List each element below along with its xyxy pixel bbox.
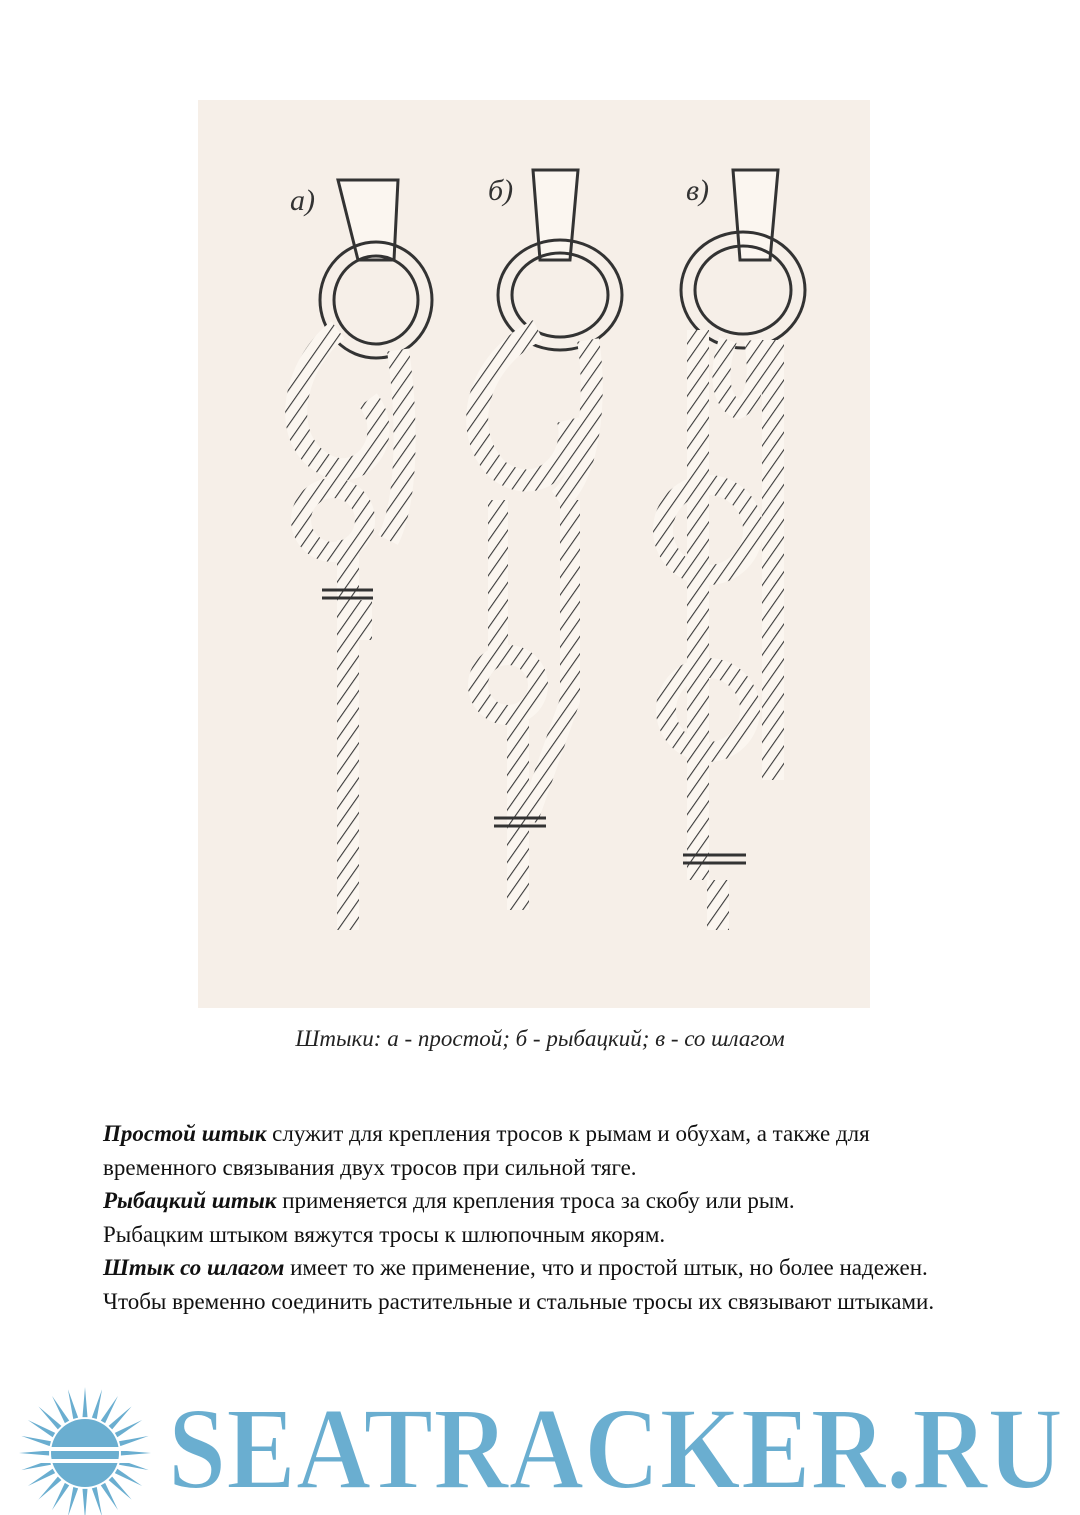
paragraph-simple-hitch [103,1117,983,1184]
paragraph-fisherman-hitch [103,1184,983,1218]
term-fisherman-hitch: Рыбацкий штык [103,1188,277,1213]
sun-ray [109,1406,132,1429]
paragraph-fisherman-use [103,1218,983,1252]
paragraph-hitch-with-turn [103,1251,983,1285]
sun-ray [121,1450,151,1455]
sun-ray [19,1450,49,1455]
sun-ray [119,1436,149,1446]
sun-ray [68,1487,78,1515]
sun-ray [101,1483,118,1510]
watermark-text: SEATRACKER.RU [168,1383,1063,1514]
sun-ray [82,1489,87,1515]
label-c: в) [686,174,710,207]
label-b: б) [488,174,514,207]
shackle-a [338,180,398,260]
sun-ray [92,1487,102,1515]
sun-ray [52,1396,69,1423]
knot-a-simple [290,180,432,930]
term-simple-hitch: Простой штык [103,1121,267,1146]
sun-ray [38,1406,61,1429]
knot-c-with-turn [663,170,805,930]
sun-ray [101,1396,118,1423]
sun-icon [10,1385,160,1515]
term-hitch-with-turn: Штык со шлагом [103,1255,285,1280]
text-simple-hitch: служит для крепления тросов к рымам и обухам, а также для временного связывания двух тросов при сильной тяге. [103,1121,870,1180]
text-joining-ropes: Чтобы временно соединить растительные и стальные тросы их связывают штыками. [103,1288,935,1314]
paragraph-joining-ropes [103,1285,983,1319]
text-hitch-with-turn: имеет то же применение, что и простой штык, но более надежен. [284,1255,928,1280]
watermark [0,1385,1080,1515]
text-fisherman-hitch: применяется для крепления троса за скобу или рым. [276,1188,795,1213]
sun-ray [115,1469,142,1486]
sun-ray [38,1477,61,1500]
sun-ray [28,1469,55,1486]
sun-ray [68,1389,78,1419]
knot-b-fisherman [477,170,622,910]
sun-ray [92,1389,102,1419]
sun-ray [28,1420,55,1437]
sun-ray [109,1477,132,1500]
figure-caption: Штыки: а - простой; б - рыбацкий; в - со шлагом [295,1026,785,1051]
sun-ray [21,1436,51,1446]
body-text [103,1117,983,1318]
sun-ray [52,1483,69,1510]
label-a: а) [290,184,315,217]
text-fisherman-use: Рыбацким штыком вяжутся тросы к шлюпочным якорям. [103,1221,666,1247]
sun-ray [82,1387,87,1417]
shackle-b [533,170,578,260]
knots-illustration [198,100,870,1008]
sun-ray [115,1420,142,1437]
